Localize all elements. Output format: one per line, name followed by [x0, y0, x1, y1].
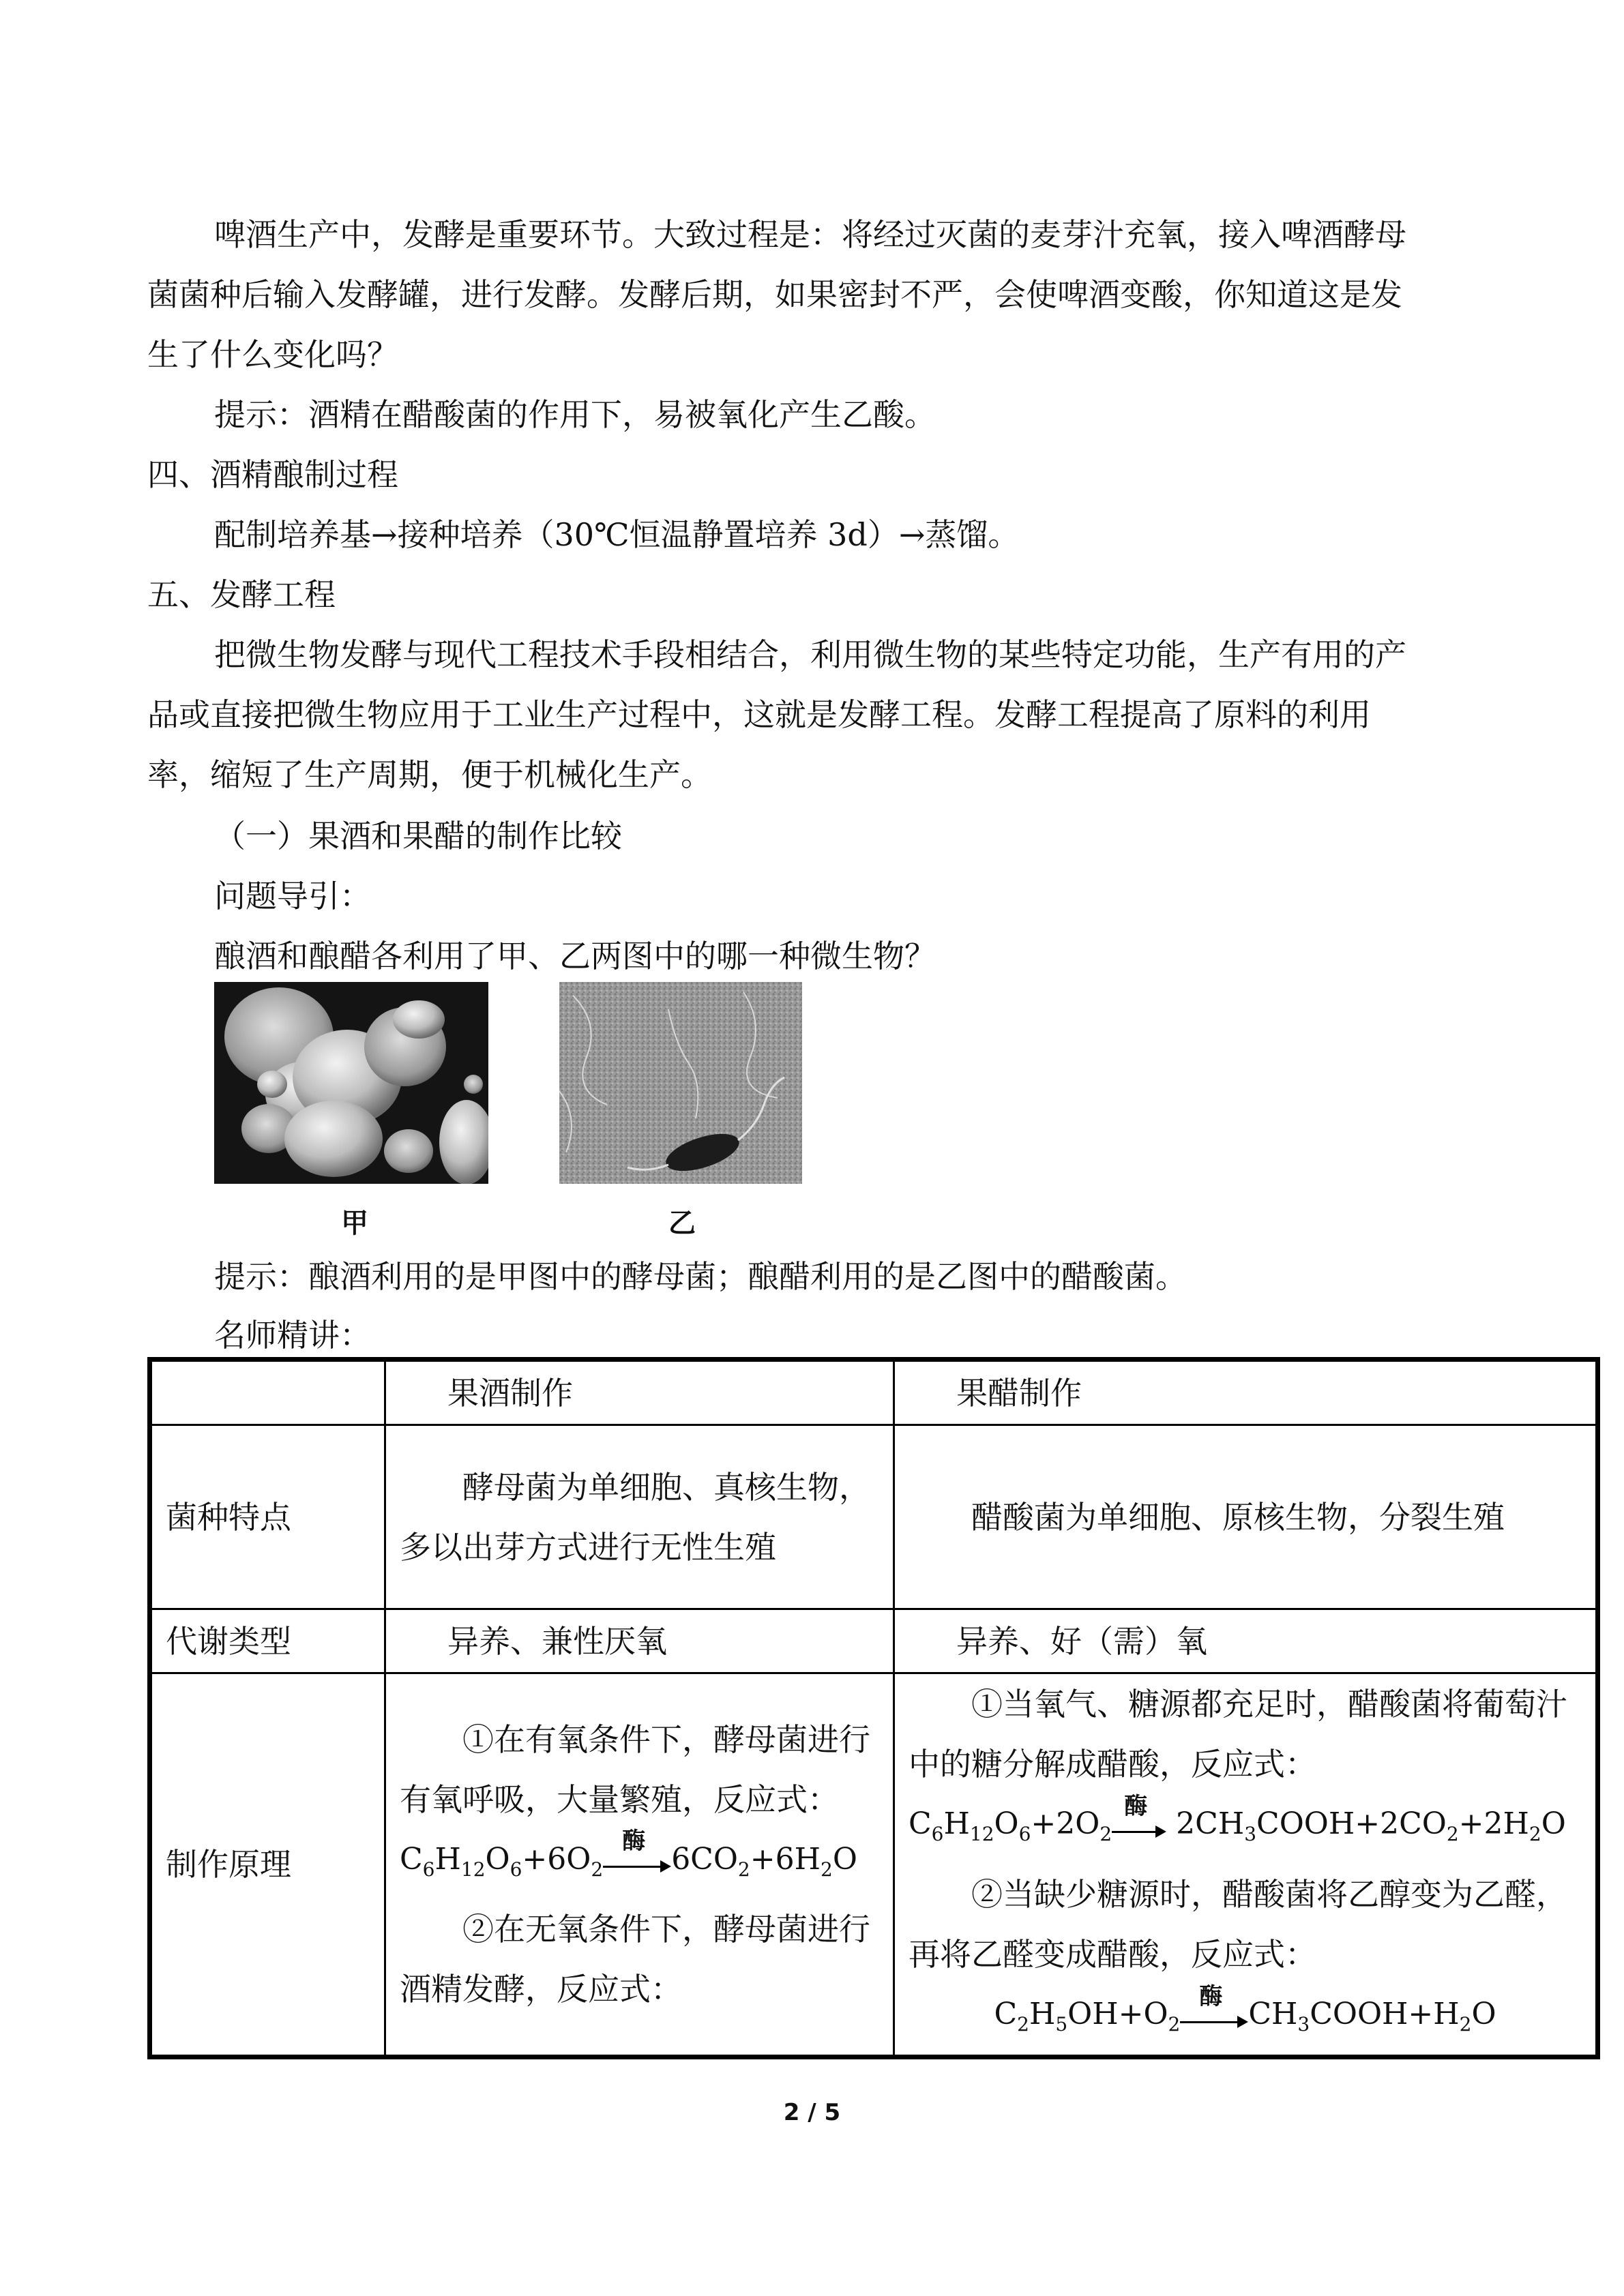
table-header-row: [150, 1360, 1598, 1425]
hint-text: 提示：酒精在醋酸菌的作用下，易被氧化产生乙酸。: [214, 396, 936, 433]
reaction-arrow-icon: [1112, 1792, 1166, 1842]
table-header-cell: 果醋制作: [894, 1360, 1598, 1425]
paragraph-line: 率，缩短了生产周期，便于机械化生产。: [147, 756, 712, 793]
hint-text: 提示：酿酒利用的是甲图中的酵母菌；酿醋利用的是乙图中的醋酸菌。: [214, 1258, 1187, 1295]
table-header-cell: [150, 1360, 385, 1425]
enzyme-label: 酶: [622, 1828, 646, 1855]
reaction-arrow-icon: [1180, 1982, 1248, 2032]
table-cell: 异养、好（需）氧: [894, 1609, 1598, 1673]
table-cell: [385, 1425, 894, 1609]
question-lead: 问题导引：: [214, 878, 371, 914]
comparison-table: [147, 1357, 1600, 2059]
ethanol-to-acetic-acid-equation: $C_2H_5OH+O_2$ 酶 $CH_3COOH+H_2O$: [994, 1982, 1496, 2036]
row-label: 代谢类型: [150, 1609, 385, 1673]
page-number: 2 / 5: [783, 2099, 841, 2126]
yeast-micrograph-image: [214, 982, 488, 1184]
section-heading: 四、酒精酿制过程: [147, 456, 398, 493]
glucose-to-acetic-acid-equation: $C_6H_{12}O_6+2O_2$ 酶 $2CH_3COOH+2CO_2+2H_2O$: [909, 1792, 1566, 1845]
paragraph-line: 品或直接把微生物应用于工业生产过程中，这就是发酵工程。发酵工程提高了原料的利用: [147, 696, 1371, 733]
paragraph-line: 菌菌种后输入发酵罐，进行发酵。发酵后期，如果密封不严，会使啤酒变酸，你知道这是发: [147, 276, 1402, 313]
question-text: 酿酒和酿醋各利用了甲、乙两图中的哪一种微生物？: [214, 938, 936, 974]
aerobic-respiration-equation: $C_6H_{12}O_6+6O_2$ 酶 $6CO_2+6H_2O$: [400, 1828, 857, 1881]
cell-text: 醋酸菌为单细胞、原核生物，分裂生殖: [971, 1498, 1505, 1536]
cell-text: ②在无氧条件下，酵母菌进行酒精发酵，反应式：: [400, 1911, 870, 2008]
figure-caption-jia: 甲: [341, 1208, 368, 1239]
row-label: 制作原理: [150, 1673, 385, 2057]
table-cell: [385, 1673, 894, 2057]
bacterium-micrograph-image: [559, 982, 802, 1184]
table-cell: [894, 1673, 1598, 2057]
paragraph-line: 啤酒生产中，发酵是重要环节。大致过程是：将经过灭菌的麦芽汁充氧，接入啤酒酵母: [214, 216, 1406, 253]
paragraph-line: 生了什么变化吗？: [147, 336, 398, 373]
cell-text: ①当氧气、糖源都充足时，醋酸菌将葡萄汁中的糖分解成醋酸，反应式：: [909, 1686, 1567, 1783]
section-heading: 五、发酵工程: [147, 576, 336, 613]
cell-text: 酵母菌为单细胞、真核生物，多以出芽方式进行无性生殖: [400, 1468, 870, 1566]
cell-text: ②当缺少糖源时，醋酸菌将乙醇变为乙醛，再将乙醛变成醋酸，反应式：: [909, 1876, 1567, 1973]
cell-text: ①在有氧条件下，酵母菌进行有氧呼吸，大量繁殖，反应式：: [400, 1720, 870, 1818]
subsection-heading: （一）果酒和果醋的制作比较: [214, 818, 622, 854]
process-text: 配制培养基→接种培养（30℃恒温静置培养 3d）→蒸馏。: [214, 516, 1020, 553]
table-row: [150, 1673, 1598, 2057]
table-cell: 异养、兼性厌氧: [385, 1609, 894, 1673]
paragraph-line: 把微生物发酵与现代工程技术手段相结合，利用微生物的某些特定功能，生产有用的产: [214, 636, 1406, 673]
enzyme-label: 酶: [1199, 1982, 1223, 2010]
table-header-cell: 果酒制作: [385, 1360, 894, 1425]
enzyme-label: 酶: [1124, 1792, 1148, 1820]
reaction-arrow-icon: [603, 1828, 671, 1877]
row-label: 菌种特点: [150, 1425, 385, 1609]
lecture-lead: 名师精讲：: [214, 1317, 371, 1354]
table-cell: [894, 1425, 1598, 1609]
table-row: [150, 1425, 1598, 1609]
table-row: [150, 1609, 1598, 1673]
figure-caption-yi: 乙: [668, 1208, 696, 1239]
